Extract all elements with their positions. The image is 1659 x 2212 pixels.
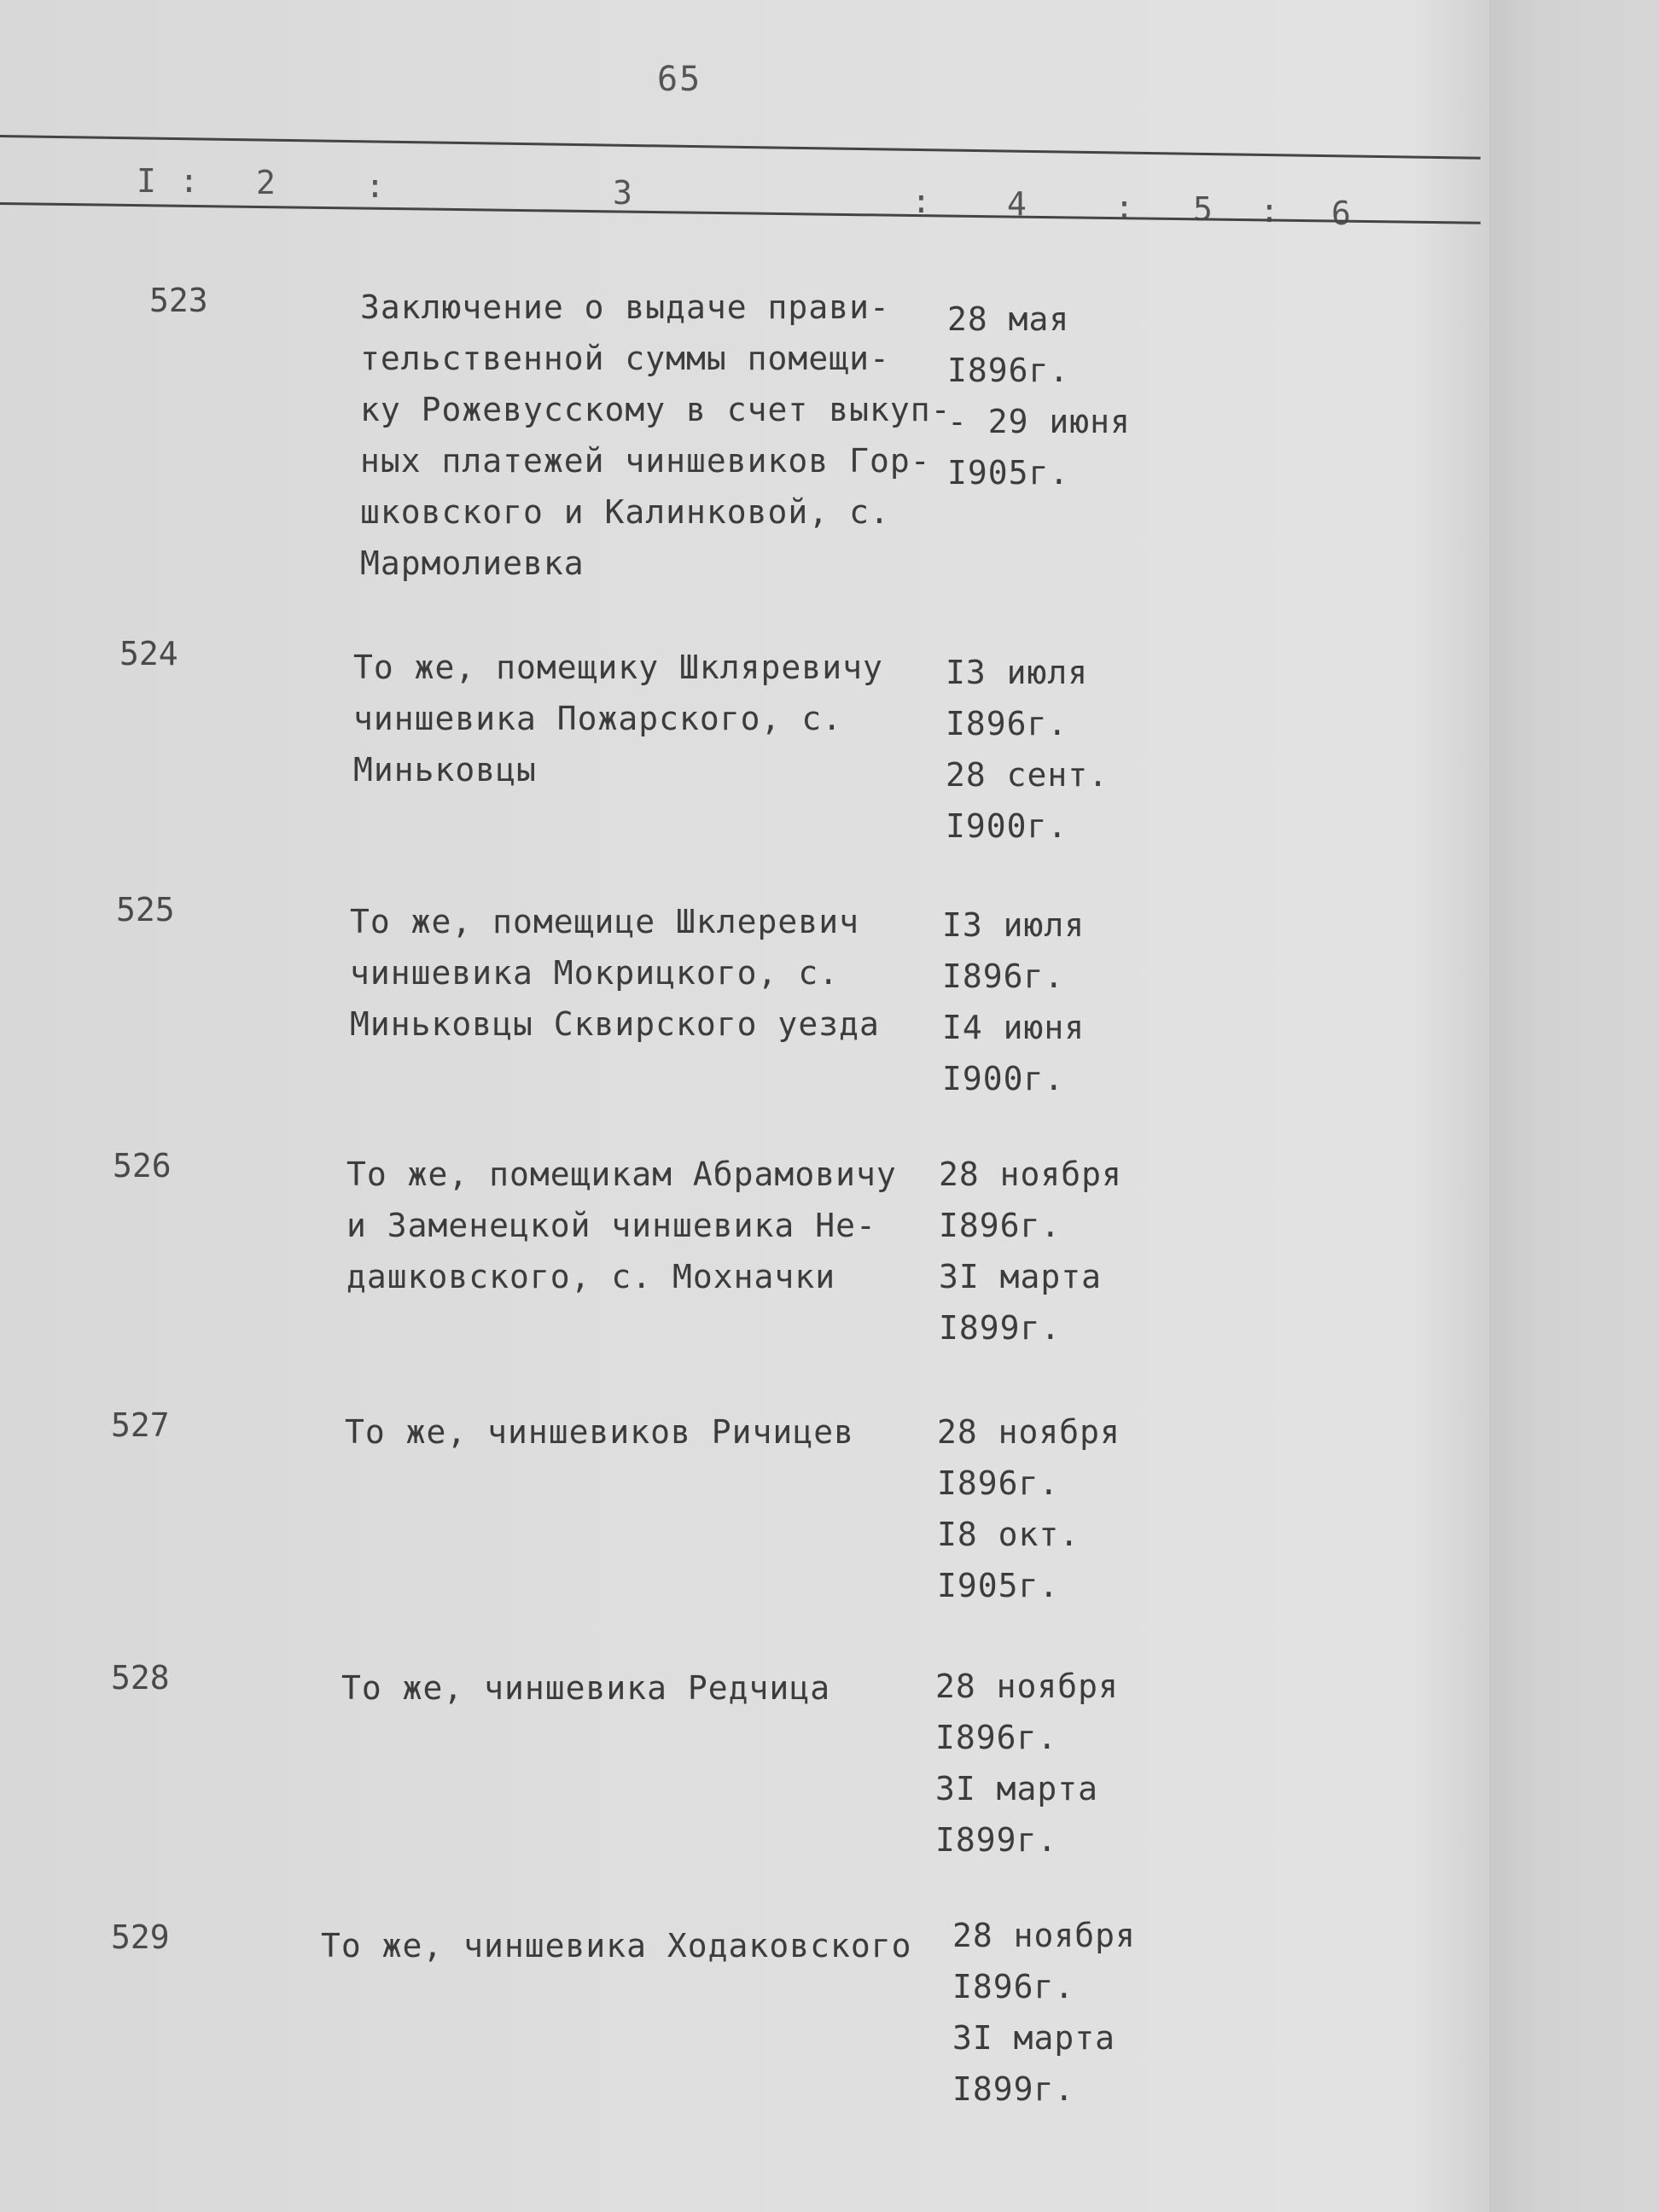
row-title: То же, помещице Шклеревич чиншевика Мокрицкого, с. Миньковцы Сквирского уезда [350, 903, 880, 1043]
row-title: То же, помещику Шкляревичу чиншевика Пожарского, с. Миньковцы [353, 649, 883, 789]
row-dates: 28 ноября I896г. 3I марта I899г. [935, 1668, 1119, 1859]
row-title: То же, чиншевика Редчица [341, 1669, 831, 1707]
row-dates: I3 июля I896г. I4 июня I900г. [942, 906, 1086, 1097]
row-number: 526 [113, 1147, 172, 1185]
row-dates: I3 июля I896г. 28 сент. I900г. [946, 654, 1109, 845]
column-header-5: 5 [1193, 190, 1213, 228]
row-title: Заключение о выдаче прави- тельственной суммы помещи- ку Рожевусскому в счет выкуп- ных платежей чиншевиков Гор- шковского и Калинковой, с. Мармолиевка [360, 288, 952, 582]
column-header-separator: : [911, 183, 931, 220]
row-title: То же, чиншевика Ходаковского [321, 1927, 912, 1965]
row-number: 524 [119, 635, 178, 672]
page-number: 65 [657, 60, 702, 99]
column-header-separator: : [179, 162, 199, 200]
row-title: То же, чиншевиков Ричицев [345, 1413, 854, 1451]
column-header-separator: : [365, 167, 385, 205]
column-header-1: I [137, 162, 156, 200]
row-number: 529 [111, 1918, 170, 1956]
column-header-3: 3 [613, 174, 632, 212]
column-header-6: 6 [1331, 195, 1351, 232]
page-edge-shadow [1489, 0, 1659, 2212]
column-header-separator: : [1260, 192, 1279, 230]
column-header-separator: : [1115, 189, 1134, 226]
column-header-2: 2 [256, 164, 276, 201]
header-top-rule [0, 135, 1481, 160]
row-dates: 28 ноября I896г. 3I марта I899г. [952, 1917, 1136, 2108]
row-number: 527 [111, 1406, 170, 1444]
header-bottom-rule [0, 202, 1481, 224]
row-title: То же, помещикам Абрамовичу и Заменецкой чиншевика Не- дашковского, с. Мохначки [346, 1155, 897, 1295]
row-dates: 28 мая I896г. - 29 июня I905г. [947, 300, 1131, 492]
column-header-4: 4 [1007, 185, 1027, 223]
row-number: 528 [111, 1659, 170, 1697]
row-dates: 28 ноября I896г. I8 окт. I905г. [937, 1413, 1121, 1604]
row-number: 523 [149, 282, 208, 319]
row-number: 525 [116, 891, 175, 928]
row-dates: 28 ноября I896г. 3I марта I899г. [939, 1155, 1122, 1347]
